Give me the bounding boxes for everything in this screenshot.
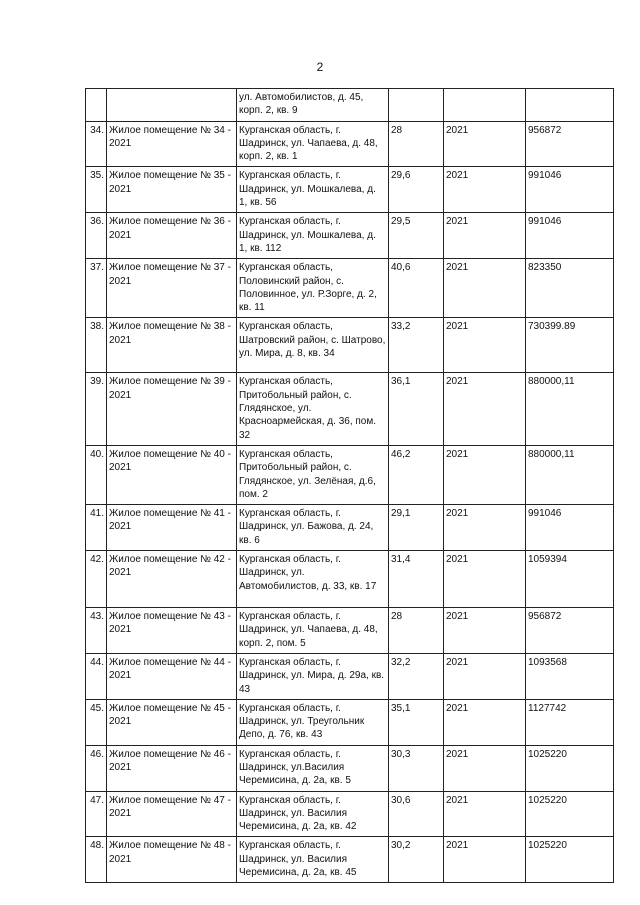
row-number: 41. (86, 505, 107, 551)
property-year: 2021 (444, 259, 526, 318)
property-area: 28 (389, 121, 444, 167)
property-area (389, 89, 444, 122)
row-number (86, 89, 107, 122)
property-name: Жилое помещение № 36 - 2021 (107, 213, 237, 259)
row-number: 46. (86, 745, 107, 791)
property-area: 32,2 (389, 653, 444, 699)
table-row (86, 791, 614, 837)
property-price: 1025220 (526, 745, 614, 791)
property-name: Жилое помещение № 46 - 2021 (107, 745, 237, 791)
property-name: Жилое помещение № 44 - 2021 (107, 653, 237, 699)
property-address: Курганская область, г. Шадринск, ул. Чапаева, д. 48, корп. 2, кв. 1 (237, 121, 389, 167)
property-price: 880000,11 (526, 373, 614, 445)
table-row (86, 837, 614, 883)
page-number: 2 (316, 60, 324, 74)
property-area: 30,3 (389, 745, 444, 791)
property-registry-table (85, 88, 614, 883)
property-year (444, 89, 526, 122)
property-year: 2021 (444, 608, 526, 654)
property-address: Курганская область, г. Шадринск, ул. Автомобилистов, д. 33, кв. 17 (237, 551, 389, 608)
property-address: Курганская область, г. Шадринск, ул. Василия Черемисина, д. 2а, кв. 45 (237, 837, 389, 883)
property-price: 730399.89 (526, 318, 614, 373)
table-row (86, 121, 614, 167)
property-name: Жилое помещение № 37 - 2021 (107, 259, 237, 318)
property-year: 2021 (444, 745, 526, 791)
property-price: 1025220 (526, 791, 614, 837)
table-row (86, 89, 614, 122)
property-year: 2021 (444, 837, 526, 883)
property-name (107, 89, 237, 122)
property-address: Курганская область, г. Шадринск, ул. Мира, д. 29а, кв. 43 (237, 653, 389, 699)
row-number: 39. (86, 373, 107, 445)
property-name: Жилое помещение № 34 - 2021 (107, 121, 237, 167)
property-name: Жилое помещение № 42 - 2021 (107, 551, 237, 608)
property-name: Жилое помещение № 39 - 2021 (107, 373, 237, 445)
property-year: 2021 (444, 791, 526, 837)
property-name: Жилое помещение № 41 - 2021 (107, 505, 237, 551)
property-year: 2021 (444, 318, 526, 373)
property-year: 2021 (444, 167, 526, 213)
row-number: 43. (86, 608, 107, 654)
table-row (86, 551, 614, 608)
property-address: ул. Автомобилистов, д. 45, корп. 2, кв. 9 (237, 89, 389, 122)
property-year: 2021 (444, 653, 526, 699)
table-row (86, 373, 614, 445)
property-address: Курганская область, г. Шадринск, ул. Треугольник Депо, д. 76, кв. 43 (237, 699, 389, 745)
property-price: 1093568 (526, 653, 614, 699)
property-area: 33,2 (389, 318, 444, 373)
property-area: 35,1 (389, 699, 444, 745)
property-address: Курганская область, г. Шадринск, ул.Василия Черемисина, д. 2а, кв. 5 (237, 745, 389, 791)
row-number: 35. (86, 167, 107, 213)
row-number: 48. (86, 837, 107, 883)
property-address: Курганская область, г. Шадринск, ул. Василия Черемисина, д. 2а, кв. 42 (237, 791, 389, 837)
property-name: Жилое помещение № 48 - 2021 (107, 837, 237, 883)
property-year: 2021 (444, 213, 526, 259)
property-address: Курганская область, г. Шадринск, ул. Бажова, д. 24, кв. 6 (237, 505, 389, 551)
property-year: 2021 (444, 505, 526, 551)
property-price: 1025220 (526, 837, 614, 883)
property-name: Жилое помещение № 35 - 2021 (107, 167, 237, 213)
property-address: Курганская область, г. Шадринск, ул. Мошкалева, д. 1, кв. 112 (237, 213, 389, 259)
property-area: 40,6 (389, 259, 444, 318)
table-row (86, 608, 614, 654)
property-area: 46,2 (389, 445, 444, 504)
property-address: Курганская область, г. Шадринск, ул. Чапаева, д. 48, корп. 2, пом. 5 (237, 608, 389, 654)
property-address: Курганская область, Половинский район, с. Половинное, ул. Р.Зорге, д. 2, кв. 11 (237, 259, 389, 318)
property-address: Курганская область, Притобольный район, с. Глядянское, ул. Зелёная, д.6, пом. 2 (237, 445, 389, 504)
row-number: 37. (86, 259, 107, 318)
property-name: Жилое помещение № 38 - 2021 (107, 318, 237, 373)
property-area: 30,6 (389, 791, 444, 837)
property-name: Жилое помещение № 45 - 2021 (107, 699, 237, 745)
table-row (86, 318, 614, 373)
row-number: 34. (86, 121, 107, 167)
table-row (86, 505, 614, 551)
property-year: 2021 (444, 445, 526, 504)
property-area: 28 (389, 608, 444, 654)
property-price: 991046 (526, 505, 614, 551)
property-area: 29,1 (389, 505, 444, 551)
row-number: 47. (86, 791, 107, 837)
property-name: Жилое помещение № 43 - 2021 (107, 608, 237, 654)
property-price: 1059394 (526, 551, 614, 608)
property-area: 29,6 (389, 167, 444, 213)
table-row (86, 745, 614, 791)
property-area: 29,5 (389, 213, 444, 259)
property-price: 880000,11 (526, 445, 614, 504)
table-row (86, 653, 614, 699)
property-name: Жилое помещение № 47 - 2021 (107, 791, 237, 837)
property-area: 30,2 (389, 837, 444, 883)
row-number: 36. (86, 213, 107, 259)
property-address: Курганская область, Притобольный район, с. Глядянское, ул. Красноармейская, д. 36, пом. 32 (237, 373, 389, 445)
property-price: 956872 (526, 608, 614, 654)
table-row (86, 213, 614, 259)
row-number: 44. (86, 653, 107, 699)
row-number: 45. (86, 699, 107, 745)
property-price: 956872 (526, 121, 614, 167)
property-price: 1127742 (526, 699, 614, 745)
table-row (86, 445, 614, 504)
table-row (86, 259, 614, 318)
table-row (86, 167, 614, 213)
property-area: 31,4 (389, 551, 444, 608)
property-area: 36,1 (389, 373, 444, 445)
property-address: Курганская область, Шатровский район, с. Шатрово, ул. Мира, д. 8, кв. 34 (237, 318, 389, 373)
registry-body (86, 89, 614, 883)
property-year: 2021 (444, 699, 526, 745)
property-price: 991046 (526, 213, 614, 259)
property-year: 2021 (444, 121, 526, 167)
property-address: Курганская область, г. Шадринск, ул. Мошкалева, д. 1, кв. 56 (237, 167, 389, 213)
row-number: 42. (86, 551, 107, 608)
property-price: 823350 (526, 259, 614, 318)
row-number: 40. (86, 445, 107, 504)
property-price: 991046 (526, 167, 614, 213)
table-row (86, 699, 614, 745)
property-year: 2021 (444, 551, 526, 608)
property-name: Жилое помещение № 40 - 2021 (107, 445, 237, 504)
row-number: 38. (86, 318, 107, 373)
property-price (526, 89, 614, 122)
property-year: 2021 (444, 373, 526, 445)
